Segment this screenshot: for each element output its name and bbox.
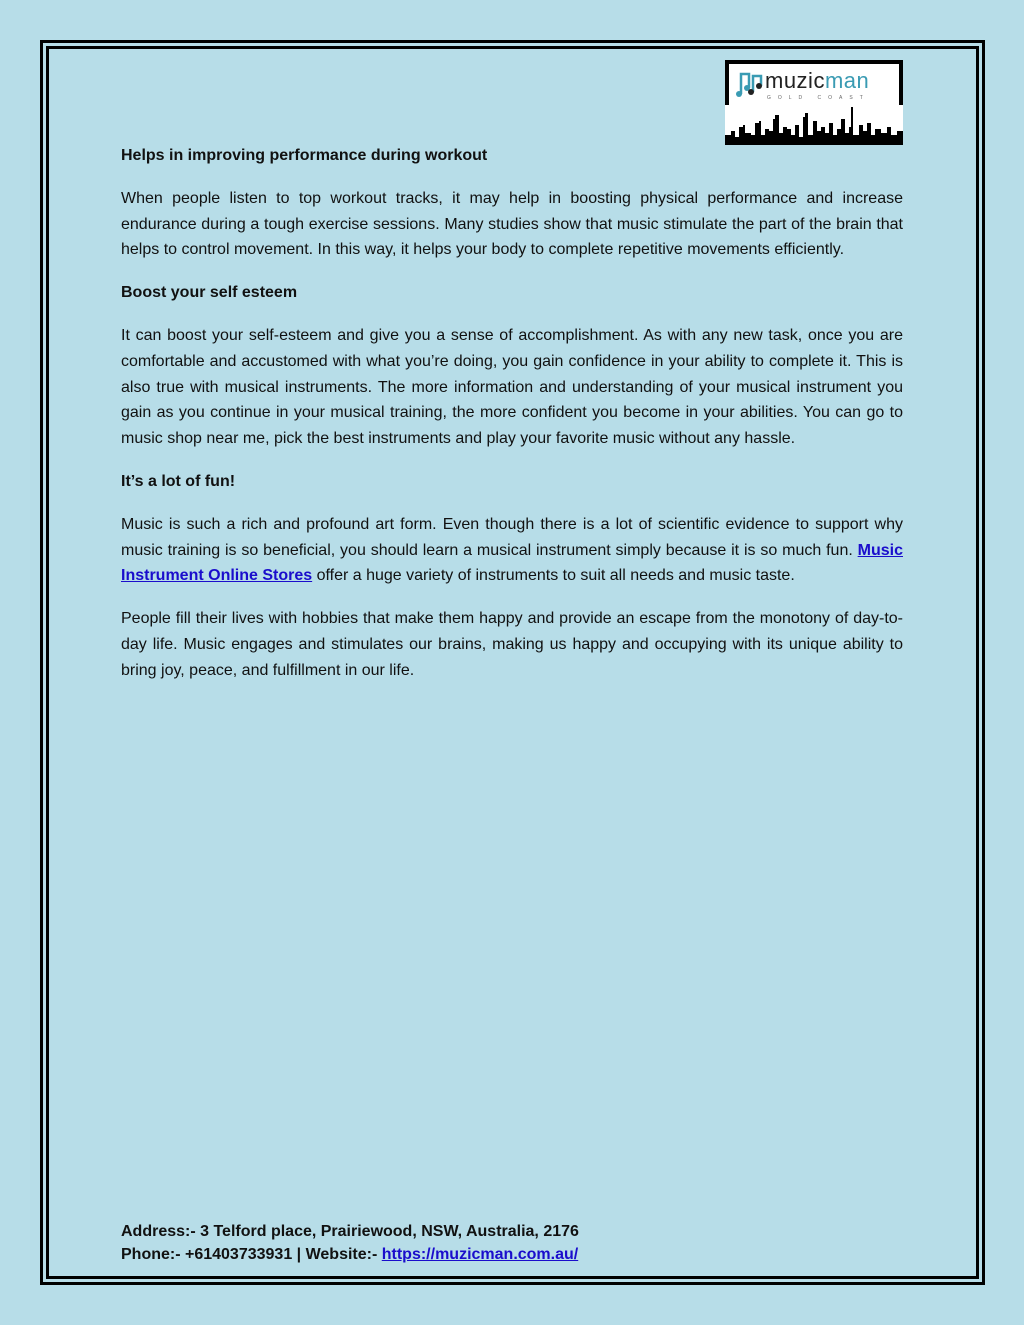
- muzicman-logo: [725, 60, 903, 145]
- website-link[interactable]: https://muzicman.com.au/: [381, 1246, 579, 1263]
- article-body: [121, 143, 903, 701]
- section-paragraph-fun: [121, 512, 903, 589]
- logo-wordmark: muzicman: [765, 68, 870, 93]
- section-paragraph-self-esteem: It can boost your self-esteem and give you a sense of accomplishment. As with any new task, once you are comfortable and accustomed with what you’re doing, you gain confidence in your ability to complete it. This is also true with musical instruments. The more information and understanding of your musical instrument you gain as you continue in your musical training, the more confident you become in your abilities. You can go to music shop near me, pick the best instruments and play your favorite music without any hassle.: [121, 326, 903, 448]
- footer-address: Address:- 3 Telford place, Prairiewood, NSW, Australia, 2176: [121, 1223, 579, 1240]
- music-instrument-stores-link[interactable]: Music Instrument Online Stores: [121, 541, 903, 585]
- section-paragraph-hobbies: People fill their lives with hobbies that make them happy and provide an escape from the monotony of day-to-day life. Music engages and stimulates our brains, making us happy and occupying with its unique ability to bring joy, peace, and fulfillment in our life.: [121, 610, 903, 679]
- fun-text-before-link: Music is such a rich and profound art form. Even though there is a lot of scientific evidence to support why music training is so beneficial, you should learn a musical instrument simply because it is so much fun.: [121, 515, 903, 559]
- logo-tagline: GOLD COAST: [767, 95, 870, 101]
- fun-text-after-link: offer a huge variety of instruments to suit all needs and music taste.: [312, 567, 795, 585]
- section-heading-fun: It’s a lot of fun!: [121, 472, 236, 490]
- section-heading-self-esteem: Boost your self esteem: [121, 284, 298, 302]
- city-skyline-graphic: [725, 105, 903, 145]
- footer-phone: Phone:- +61403733931 | Website:-: [121, 1246, 382, 1263]
- section-heading-performance: Helps in improving performance during workout: [121, 147, 488, 164]
- footer-contact: [121, 1220, 579, 1266]
- footer-phone-website: [121, 1243, 579, 1266]
- section-paragraph-performance: When people listen to top workout tracks, it may help in boosting physical performance and increase endurance during a tough exercise sessions. Many studies show that music stimulate the part of the brain that helps to control movement. In this way, it helps your body to complete repetitive movements efficiently.: [121, 189, 903, 259]
- music-note-icon: [735, 66, 765, 106]
